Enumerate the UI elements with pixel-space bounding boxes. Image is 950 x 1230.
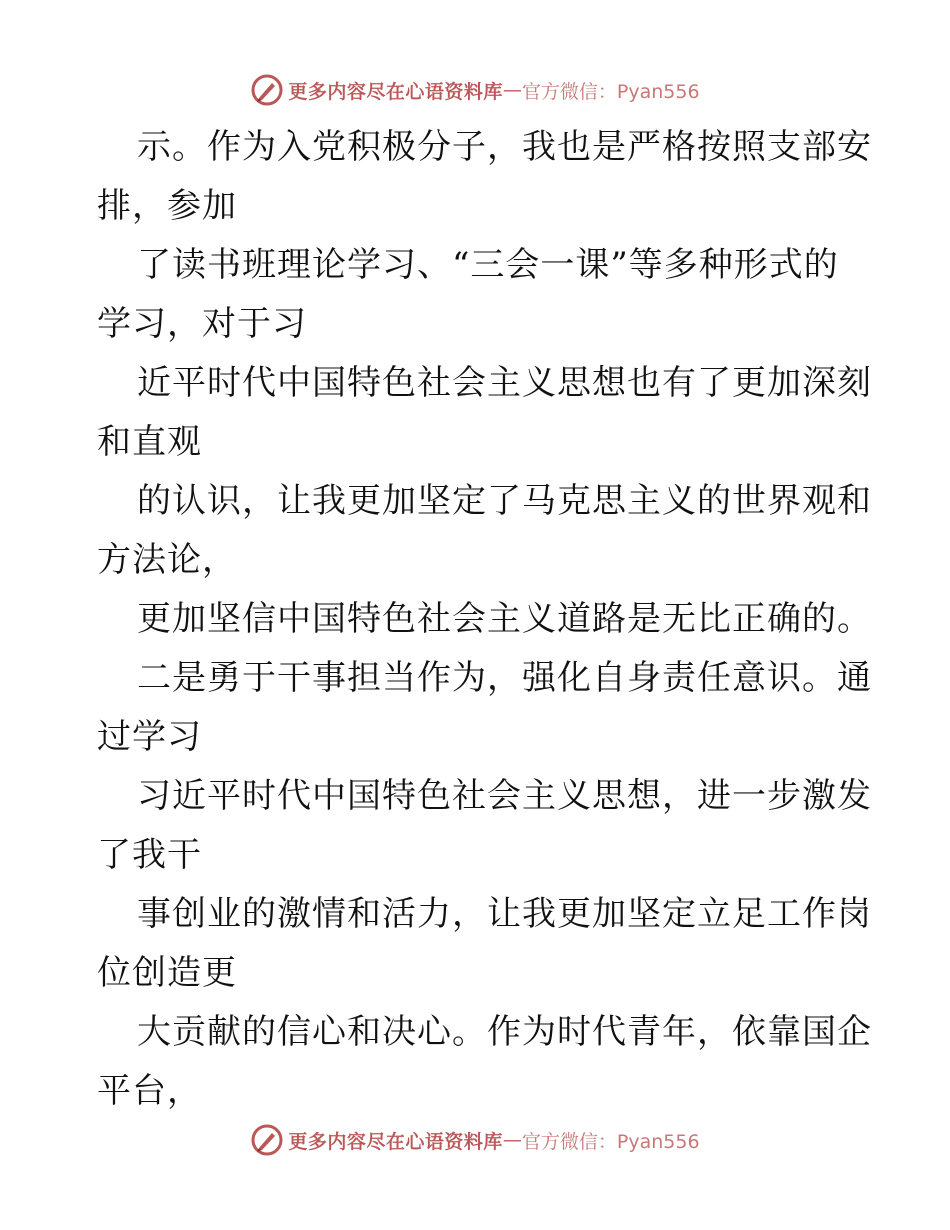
body-line: 示。作为入党积极分子，我也是严格按照支部安 xyxy=(137,127,872,167)
body-line: 了我干 xyxy=(97,835,202,875)
pen-logo-icon xyxy=(250,73,284,107)
body-line: 了读书班理论学习、“三会一课”等多种形式的 xyxy=(137,245,839,285)
body-line: 习近平时代中国特色社会主义思想，进一步激发 xyxy=(137,776,872,816)
body-line: 和直观 xyxy=(97,422,202,462)
document-body xyxy=(97,118,872,1121)
body-line: 近平时代中国特色社会主义思想也有了更加深刻 xyxy=(137,363,872,403)
footer-banner-separator: — xyxy=(502,1129,522,1151)
footer-banner xyxy=(0,1120,950,1160)
body-line: 位创造更 xyxy=(97,953,237,993)
body-line: 排，参加 xyxy=(97,186,237,226)
header-wechat-id: 官方微信：Pyan556 xyxy=(521,80,700,103)
body-line: 的认识，让我更加坚定了马克思主义的世界观和 xyxy=(137,481,872,521)
header-banner-separator: — xyxy=(502,79,522,101)
header-banner-text: 更多内容尽在心语资料库 xyxy=(288,80,503,103)
body-line: 大贡献的信心和决心。作为时代青年，依靠国企 xyxy=(137,1012,872,1052)
body-line: 方法论， xyxy=(97,540,237,580)
body-line: 事创业的激情和活力，让我更加坚定立足工作岗 xyxy=(137,894,872,934)
body-line: 过学习 xyxy=(97,717,202,757)
body-line: 学习，对于习 xyxy=(97,304,307,344)
footer-banner-text: 更多内容尽在心语资料库 xyxy=(288,1130,503,1153)
body-line: 二是勇于干事担当作为，强化自身责任意识。通 xyxy=(137,658,872,698)
pen-logo-icon xyxy=(250,1123,284,1157)
body-line: 平台， xyxy=(97,1071,202,1111)
footer-wechat-id: 官方微信：Pyan556 xyxy=(521,1130,700,1153)
header-banner xyxy=(0,70,950,110)
body-line: 更加坚信中国特色社会主义道路是无比正确的。 xyxy=(137,599,872,639)
